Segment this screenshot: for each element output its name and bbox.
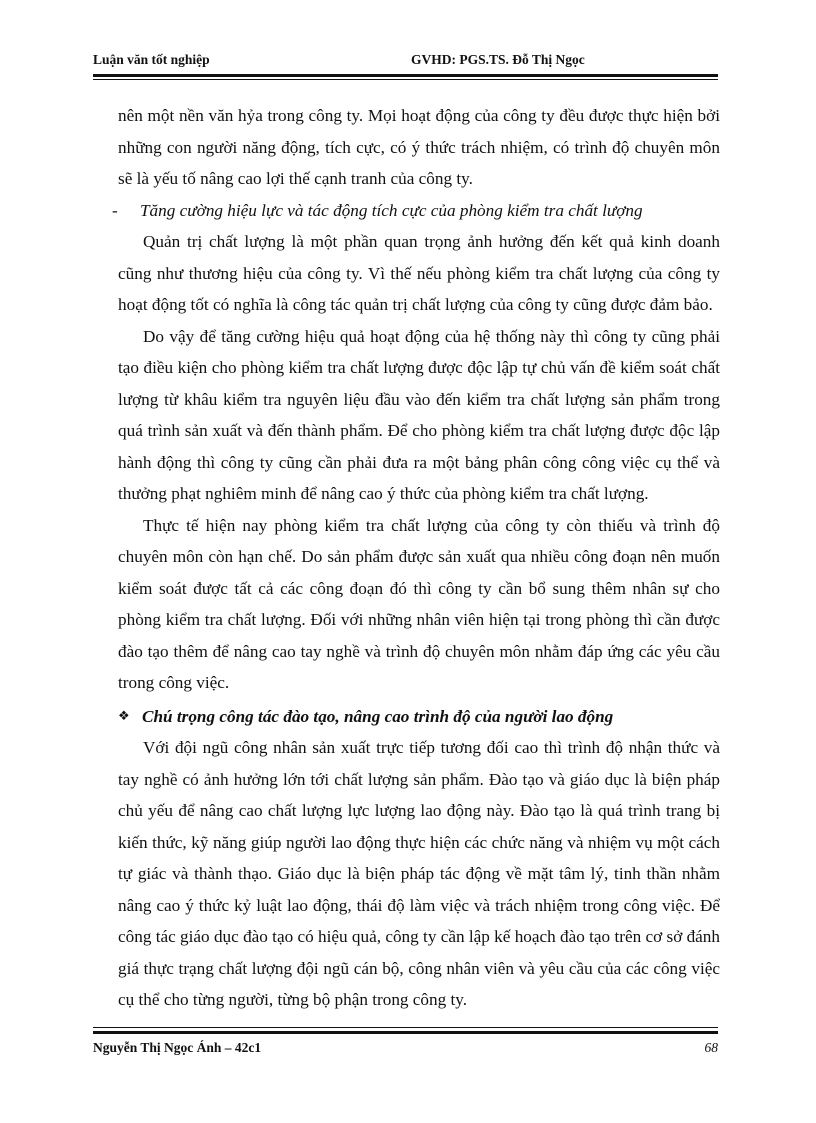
page-footer bbox=[93, 1040, 718, 1062]
section-heading bbox=[118, 701, 720, 733]
page-number: 68 bbox=[704, 1040, 718, 1055]
header-rule-thin bbox=[93, 79, 718, 80]
header-rule-thick bbox=[93, 74, 718, 77]
footer-author: Nguyễn Thị Ngọc Ánh – 42c1 bbox=[93, 1040, 262, 1055]
dash-bullet-icon: - bbox=[112, 200, 118, 220]
footer-rule-thick bbox=[93, 1031, 718, 1034]
page-body bbox=[112, 100, 720, 1016]
paragraph-1: nên một nền văn hỷa trong công ty. Mọi hoạt động của công ty đều được thực hiện bởi những con người năng động, tích cực, có ý thức trách nhiệm, có trình độ chuyên môn sẽ là yếu tố nâng cao lợi thế cạnh tranh của công ty. bbox=[118, 106, 720, 188]
footer-rule-thin bbox=[93, 1027, 718, 1028]
bullet-item bbox=[112, 195, 720, 227]
paragraph-2: Quản trị chất lượng là một phần quan trọng ảnh hưởng đến kết quả kinh doanh cũng như thương hiệu của công ty. Vì thế nếu phòng kiểm tra chất lượng của công ty hoạt động tốt có nghĩa là công tác quản trị chất lượng của công ty cũng được đảm bảo. bbox=[118, 232, 720, 314]
page-header bbox=[93, 50, 718, 72]
paragraph-5: Với đội ngũ công nhân sản xuất trực tiếp tương đối cao thì trình độ nhận thức và tay nghề có ảnh hưởng lớn tới chất lượng sản phẩm. Đào tạo và giáo dục là biện pháp chủ yếu để nâng cao chất lượng lực lượng lao động này. Đào tạo là quá trình trang bị kiến thức, kỹ năng giúp người lao động thực hiện các chức năng và nhiệm vụ một cách tự giác và thành thạo. Giáo dục là biện pháp tác động về mặt tâm lý, tinh thần nhằm nâng cao ý thức kỷ luật lao động, thái độ làm việc và trách nhiệm trong công việc. Để công tác giáo dục đào tạo có hiệu quả, công ty cần lập kế hoạch đào tạo trên cơ sở đánh giá thực trạng chất lượng đội ngũ cán bộ, công nhân viên và yêu cầu của các công việc cụ thể cho từng người, từng bộ phận trong công ty. bbox=[118, 738, 720, 1009]
header-thesis-label: Luận văn tốt nghiệp bbox=[93, 52, 210, 67]
paragraph-4: Thực tế hiện nay phòng kiểm tra chất lượng của công ty còn thiếu và trình độ chuyên môn còn hạn chế. Do sản phẩm được sản xuất qua nhiều công đoạn nên muốn kiểm soát được tất cả các công đoạn đó thì công ty cần bổ sung thêm nhân sự cho phòng kiểm tra chất lượng. Đối với những nhân viên hiện tại trong phòng thì cần được đào tạo thêm để nâng cao tay nghề và trình độ chuyên môn nhằm đáp ứng các yêu cầu trong công việc. bbox=[118, 515, 720, 692]
header-supervisor: GVHD: PGS.TS. Đỗ Thị Ngọc bbox=[411, 52, 585, 67]
diamond-bullet-icon: ❖ bbox=[118, 708, 130, 724]
section-heading-text: Chú trọng công tác đào tạo, nâng cao trình độ của người lao động bbox=[142, 706, 614, 726]
bullet-text: Tăng cường hiệu lực và tác động tích cực của phòng kiểm tra chất lượng bbox=[140, 200, 643, 220]
paragraph-3: Do vậy để tăng cường hiệu quả hoạt động của hệ thống này thì công ty cũng phải tạo điều kiện cho phòng kiểm tra chất lượng được độc lập tự chủ vấn đề kiểm soát chất lượng từ khâu kiểm tra nguyên liệu đầu vào đến kiểm tra chất lượng sản phẩm trong quá trình sản xuất và đến thành phẩm. Để cho phòng kiểm tra chất lượng được độc lập hành động thì công ty cũng cần phải đưa ra một bảng phân công công việc cụ thể và thưởng phạt nghiêm minh để nâng cao ý thức của phòng kiểm tra chất lượng. bbox=[118, 326, 720, 503]
